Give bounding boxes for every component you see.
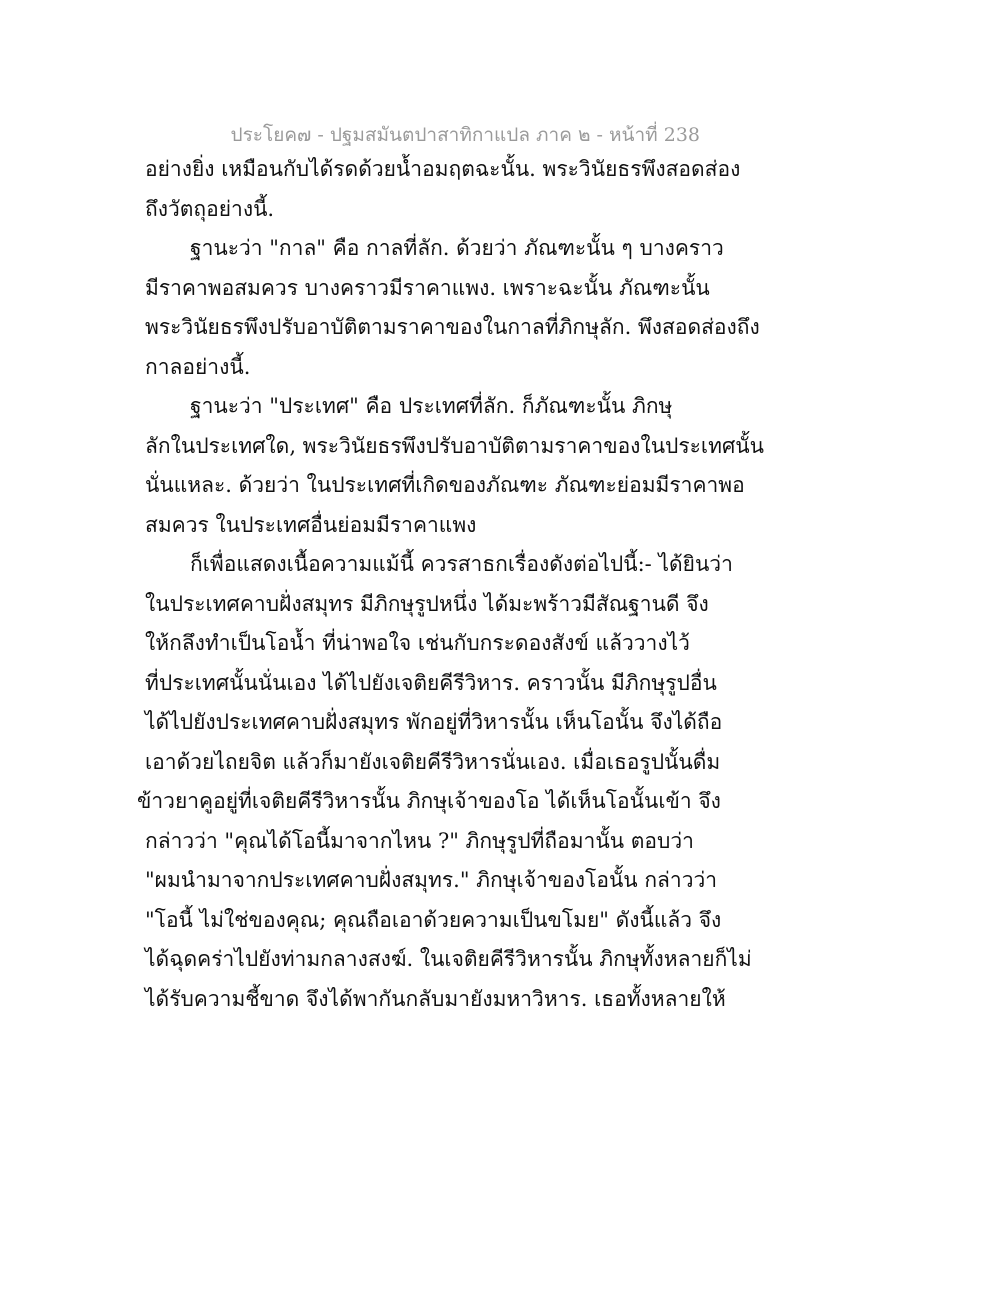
text-line: มีราคาพอสมควร บางคราวมีราคาแพง. เพราะฉะนั้น ภัณฑะนั้น bbox=[145, 275, 710, 300]
text-line: ลักในประเทศใด, พระวินัยธรพึงปรับอาบัติตามราคาของในประเทศนั้น bbox=[145, 433, 764, 458]
text-line: อย่างยิ่ง เหมือนกับได้รดด้วยน้ำอมฤตฉะนั้น. พระวินัยธรพึงสอดส่อง bbox=[145, 157, 741, 181]
text-line: ถึงวัตถุอย่างนี้. bbox=[145, 196, 275, 221]
text-line: กล่าวว่า "คุณได้โอนี้มาจากไหน ?" ภิกษุรูปที่ถือมานั้น ตอบว่า bbox=[145, 828, 694, 853]
page-header: ประโยค๗ - ปฐมสมันตปาสาทิกาแปล ภาค ๒ - หน้าที่ 238 bbox=[230, 124, 700, 146]
text-line: ให้กลึงทำเป็นโอน้ำ ที่น่าพอใจ เช่นกับกระดองสังข์ แล้ววางไว้ bbox=[145, 631, 690, 655]
text-line: ในประเทศคาบฝั่งสมุทร มีภิกษุรูปหนึ่ง ได้มะพร้าวมีสัณฐานดี จึง bbox=[145, 591, 709, 616]
text-line: ที่ประเทศนั้นนั่นเอง ได้ไปยังเจติยคีรีวิหาร. คราวนั้น มีภิกษุรูปอื่น bbox=[145, 670, 717, 695]
text-line: เอาด้วยไถยจิต แล้วก็มายังเจติยคีรีวิหารนั่นเอง. เมื่อเธอรูปนั้นดื่ม bbox=[145, 749, 721, 774]
text-line: ข้าวยาคูอยู่ที่เจติยคีรีวิหารนั้น ภิกษุเจ้าของโอ ได้เห็นโอนั้นเข้า จึง bbox=[137, 789, 721, 813]
paragraph-start-line: ฐานะว่า "กาล" คือ กาลที่ลัก. ด้วยว่า ภัณฑะนั้น ๆ บางคราว bbox=[190, 236, 724, 260]
body-text bbox=[137, 150, 764, 1019]
text-line: ได้ไปยังประเทศคาบฝั่งสมุทร พักอยู่ที่วิหารนั้น เห็นโอนั้น จึงได้ถือ bbox=[145, 710, 723, 734]
paragraph-start-line: ก็เพื่อแสดงเนื้อความแม้นี้ ควรสาธกเรื่องดังต่อไปนี้:- ได้ยินว่า bbox=[190, 552, 733, 576]
text-line: นั่นแหละ. ด้วยว่า ในประเทศที่เกิดของภัณฑะ ภัณฑะย่อมมีราคาพอ bbox=[145, 473, 745, 497]
text-line: พระวินัยธรพึงปรับอาบัติตามราคาของในกาลที่ภิกษุลัก. พึงสอดส่องถึง bbox=[145, 315, 760, 339]
text-line: กาลอย่างนี้. bbox=[145, 354, 251, 379]
paragraph-start-line: ฐานะว่า "ประเทศ" คือ ประเทศที่ลัก. ก็ภัณฑะนั้น ภิกษุ bbox=[190, 394, 673, 418]
text-line: ได้รับความชี้ขาด จึงได้พากันกลับมายังมหาวิหาร. เธอทั้งหลายให้ bbox=[145, 986, 726, 1011]
text-line: ได้ฉุดคร่าไปยังท่ามกลางสงฆ์. ในเจติยคีรีวิหารนั้น ภิกษุทั้งหลายก็ไม่ bbox=[145, 947, 752, 971]
text-line: สมควร ในประเทศอื่นย่อมมีราคาแพง bbox=[145, 512, 477, 537]
text-line: "โอนี้ ไม่ใช่ของคุณ; คุณถือเอาด้วยความเป็นขโมย" ดังนี้แล้ว จึง bbox=[145, 907, 722, 932]
text-line: "ผมนำมาจากประเทศคาบฝั่งสมุทร." ภิกษุเจ้าของโอนั้น กล่าวว่า bbox=[145, 868, 718, 892]
